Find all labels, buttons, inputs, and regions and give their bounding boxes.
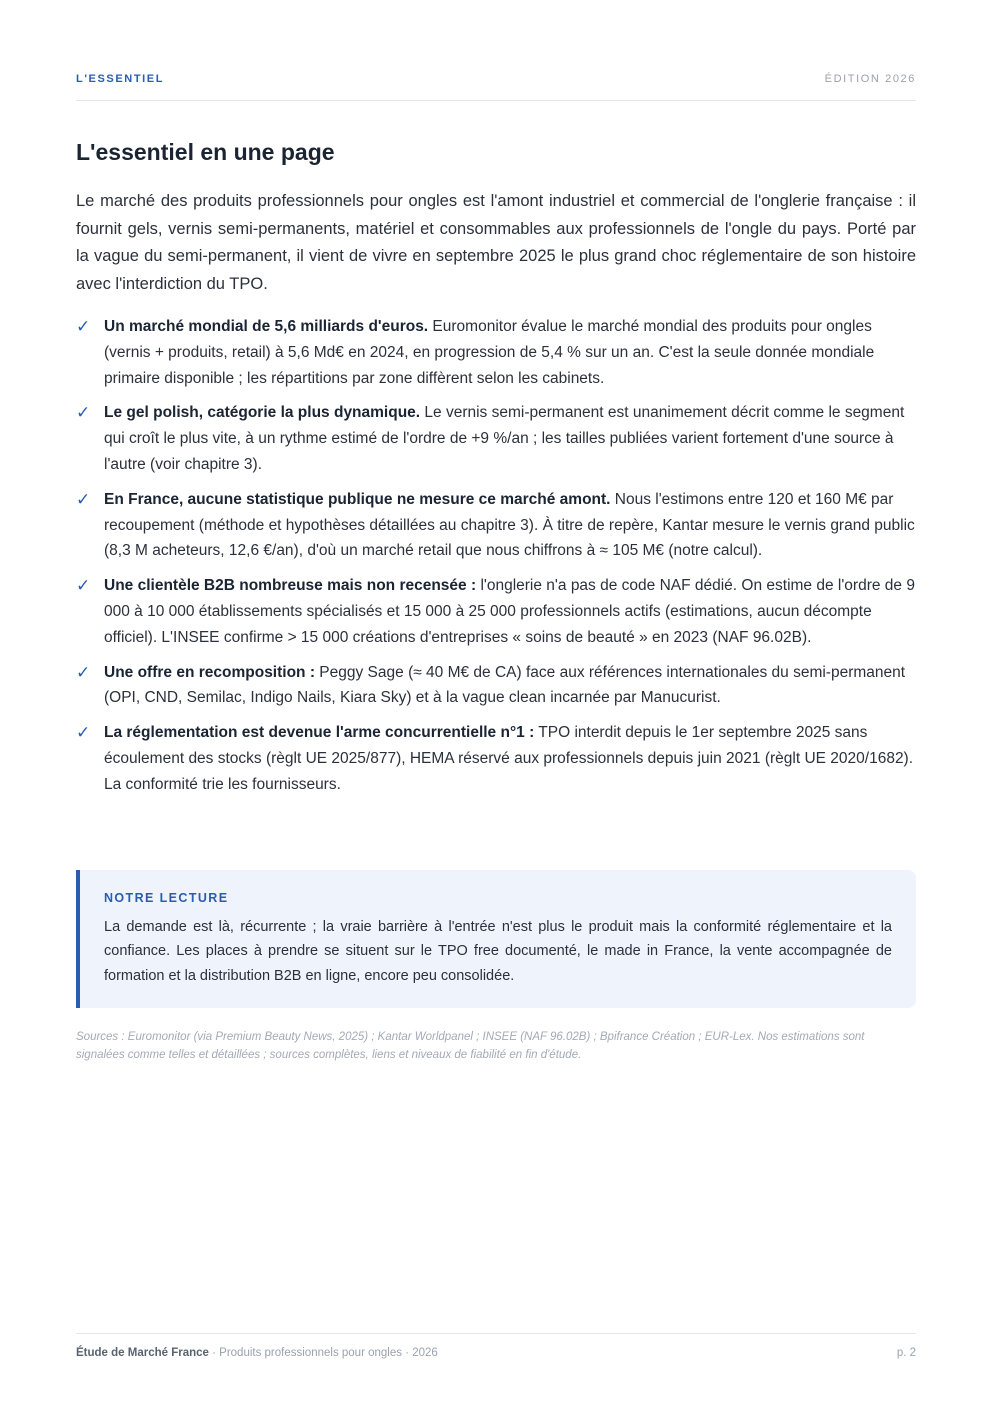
key-point <box>76 314 916 391</box>
document-page <box>76 0 916 1404</box>
key-point-lead: En France, aucune statistique publique ne mesure ce marché amont. <box>104 490 611 508</box>
key-point <box>76 400 916 477</box>
page-number: p. 2 <box>896 1347 916 1359</box>
key-point-text: Nous l'estimons entre 120 et 160 M€ par recoupement (méthode et hypothèses détaillées au chapitre 3). À titre de repère, Kantar mesure le vernis grand public (8,3 M acheteurs, 12,6 €/an), d'où un marché retail que nous chiffrons à ≈ 105 M€ (notre calcul). <box>104 490 915 560</box>
key-point-lead: La réglementation est devenue l'arme concurrentielle n°1 : <box>104 724 535 742</box>
callout-label: NOTRE LECTURE <box>104 891 229 905</box>
key-point-text: Euromonitor évalue le marché mondial des produits pour ongles (vernis + produits, retail) à 5,6 Md€ en 2024, en progression de 5,4 % sur un an. C'est la seule donnée mondiale primaire disponible ; les répartitions par zone diffèrent selon les cabinets. <box>104 318 875 387</box>
page-title: L'essentiel en une page <box>76 139 335 165</box>
key-point <box>76 660 916 712</box>
callout-body: La demande est là, récurrente ; la vraie barrière à l'entrée n'est plus le produit mais la conformité réglementaire et la confiance. Les places à prendre se situent sur le TPO free documenté, le made in France, la vente accompagnée de formation et la distribution B2B en ligne, encore peu consolidée. <box>104 919 892 984</box>
key-points-list <box>76 314 916 807</box>
key-point-text: TPO interdit depuis le 1er septembre 2025 sans écoulement des stocks (règlt UE 2025/877), HEMA réservé aux professionnels depuis juin 2021 (règlt UE 2020/1682). La conformité trie les fournisseurs. <box>104 724 914 793</box>
running-header <box>76 72 916 86</box>
callout-accent-bar <box>76 870 80 1008</box>
intro-paragraph: Le marché des produits professionnels pour ongles est l'amont industriel et commercial de l'onglerie française : il fournit gels, vernis semi-permanents, matériel et consommables aux professionnels de l'ongle du pays. Porté par la vague du semi-permanent, il vient de vivre en septembre 2025 le plus grand choc réglementaire de son histoire avec l'interdiction du TPO. <box>76 192 916 293</box>
footer-divider <box>76 1333 916 1334</box>
reading-callout <box>76 870 916 1008</box>
key-point-text: Le vernis semi-permanent est unanimement décrit comme le segment qui croît le plus vite, à un rythme estimé de l'ordre de +9 %/an ; les tailles publiées varient fortement d'une source à l'autre (voir chapitre 3). <box>104 404 905 473</box>
footer-title: Étude de Marché France <box>76 1347 209 1359</box>
header-divider <box>76 100 916 101</box>
key-point <box>76 720 916 797</box>
key-point-lead: Un marché mondial de 5,6 milliards d'euros. <box>104 318 429 335</box>
key-point <box>76 573 916 650</box>
key-point-text: l'onglerie n'a pas de code NAF dédié. On estime de l'ordre de 9 000 à 10 000 établissements spécialisés et 15 000 à 25 000 professionnels actifs (estimations, aucun décompte officiel). L'INSEE confirme > 15 000 créations d'entreprises « soins de beauté » en 2023 (NAF 96.02B). <box>104 577 915 646</box>
key-point-lead: Une offre en recomposition : <box>104 663 315 681</box>
key-point-text: Peggy Sage (≈ 40 M€ de CA) face aux références internationales du semi-permanent (OPI, CND, Semilac, Indigo Nails, Kiara Sky) et à la vague clean incarnée par Manucurist. <box>104 663 906 707</box>
sources-note: Sources : Euromonitor (via Premium Beauty News, 2025) ; Kantar Worldpanel ; INSEE (NAF 96.02B) ; Bpifrance Création ; EUR-Lex. Nos estimations sont signalées comme telles et détaillées ; sources complètes, liens et niveaux de fiabilité en fin d'étude. <box>76 1031 865 1061</box>
section-label: L'ESSENTIEL <box>76 73 165 85</box>
key-point-lead: Le gel polish, catégorie la plus dynamique. <box>104 404 421 422</box>
edition-label: ÉDITION 2026 <box>824 73 916 85</box>
page-footer <box>76 1345 916 1361</box>
key-point <box>76 487 916 564</box>
check-icon: ✓ <box>76 489 91 509</box>
check-icon: ✓ <box>76 723 91 743</box>
key-point-lead: Une clientèle B2B nombreuse mais non recensée : <box>104 577 477 595</box>
check-icon: ✓ <box>76 662 91 682</box>
check-icon: ✓ <box>76 317 91 336</box>
check-icon: ✓ <box>76 576 91 596</box>
footer-subtitle: · Produits professionnels pour ongles · 2026 <box>208 1347 438 1359</box>
check-icon: ✓ <box>76 403 91 423</box>
